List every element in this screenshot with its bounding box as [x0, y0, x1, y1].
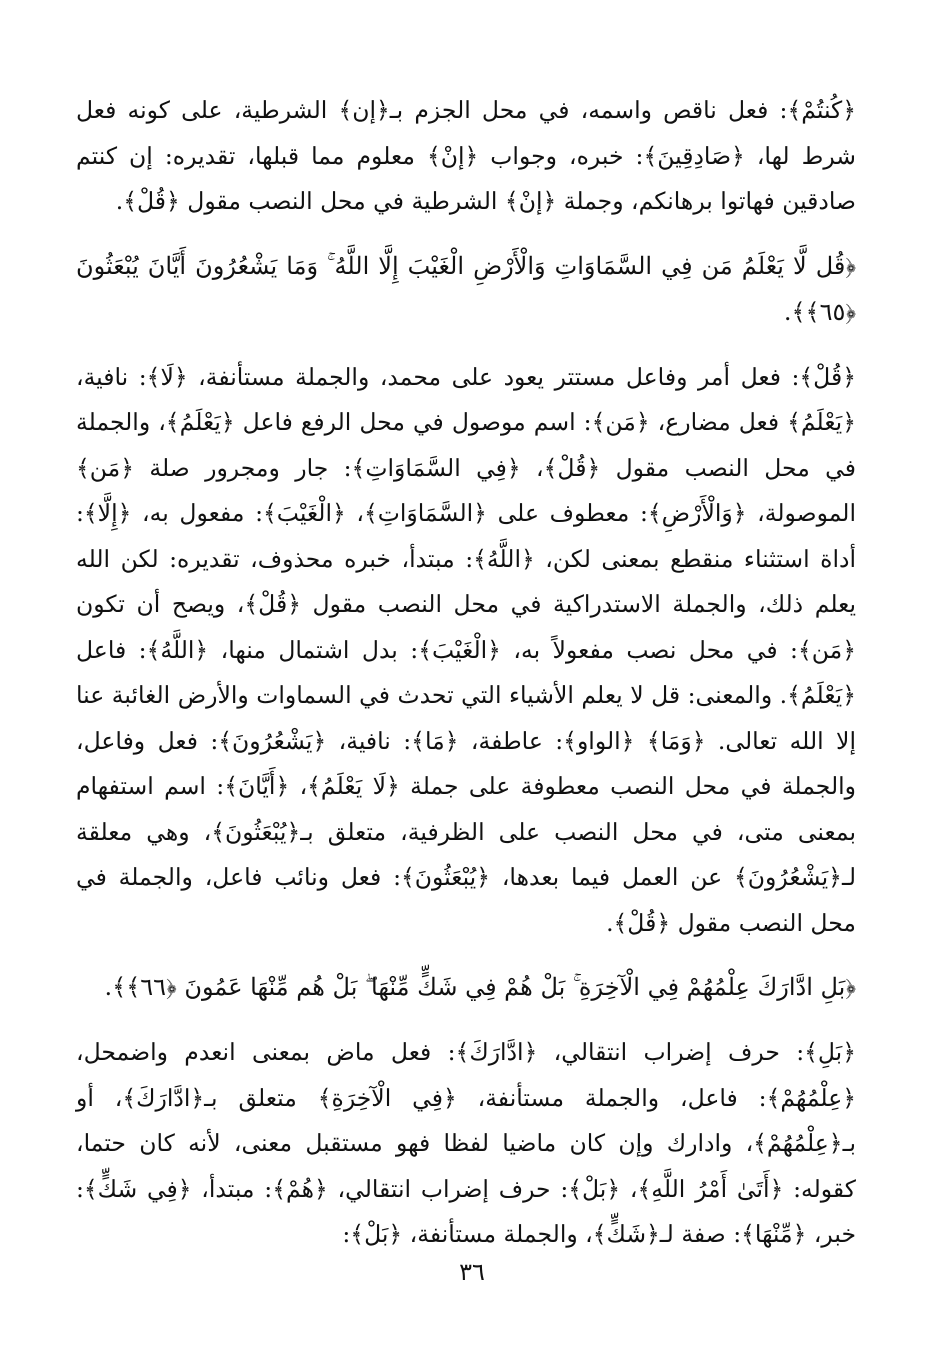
verse-66: ﴿بَلِ ادَّارَكَ عِلْمُهُمْ فِي الْآخِرَةِ ۚ بَلْ هُمْ فِي شَكٍّ مِّنْهَا ۖ بَلْ هُم مِّنْهَا عَمُونَ ﴿٦٦﴾﴾. [104, 973, 856, 1001]
paragraph-verse-66-analysis: ﴿بَلِ﴾: حرف إضراب انتقالي، ﴿ادَّارَكَ﴾: فعل ماض بمعنى انعدم واضمحل، ﴿عِلْمُهُمْ﴾: فاعل، والجملة مستأنفة، ﴿فِي الْآخِرَةِ﴾ متعلق بـ﴿ادَّارَكَ﴾، أو بـ﴿عِلْمُهُمْ﴾، وادارك وإن كان ماضيا لفظا فهو مستقبل معنى، لأنه كان حتما، كقوله: ﴿أَتَىٰ أَمْرُ اللَّهِ﴾، ﴿بَلْ﴾: حرف إضراب انتقالي، ﴿هُمْ﴾: مبتدأ، ﴿فِي شَكٍّ﴾: خبر، ﴿مِّنْهَا﴾: صفة لـ﴿شَكٍّ﴾، والجملة مستأنفة، ﴿بَلْ﴾: [76, 1038, 856, 1248]
paragraph-kuntum-analysis: ﴿كُنتُمْ﴾: فعل ناقص واسمه، في محل الجزم بـ﴿إن﴾ الشرطية، على كونه فعل شرط لها، ﴿صَادِقِينَ﴾: خبره، وجواب ﴿إنْ﴾ معلوم مما قبلها، تقديره: إن كنتم صادقين فهاتوا برهانكم، وجملة ﴿إنْ﴾ الشرطية في محل النصب مقول ﴿قُلْ﴾. [76, 96, 856, 215]
page-number: ٣٦ [459, 1258, 485, 1286]
verse-65: ﴿قُل لَّا يَعْلَمُ مَن فِي السَّمَاوَاتِ وَالْأَرْضِ الْغَيْبَ إِلَّا اللَّهُ ۚ وَمَا يَشْعُرُونَ أَيَّانَ يُبْعَثُونَ ﴿٦٥﴾﴾. [76, 251, 856, 326]
paragraph-verse-65-analysis: ﴿قُلْ﴾: فعل أمر وفاعل مستتر يعود على محمد، والجملة مستأنفة، ﴿لَا﴾: نافية، ﴿يَعْلَمُ﴾ فعل مضارع، ﴿مَن﴾: اسم موصول في محل الرفع فاعل ﴿يَعْلَمُ﴾، والجملة في محل النصب مقول ﴿قُلْ﴾، ﴿فِي السَّمَاوَاتِ﴾: جار ومجرور صلة ﴿مَن﴾ الموصولة، ﴿وَالْأَرْضِ﴾: معطوف على ﴿السَّمَاوَاتِ﴾، ﴿الْغَيْبَ﴾: مفعول به، ﴿إِلَّا﴾: أداة استثناء منقطع بمعنى لكن، ﴿اللَّهُ﴾: مبتدأ، خبره محذوف، تقديره: لكن الله يعلم ذلك، والجملة الاستدراكية في محل النصب مقول ﴿قُلْ﴾، ويصح أن تكون ﴿مَن﴾: في محل نصب مفعولاً به، ﴿الْغَيْبَ﴾: بدل اشتمال منها، ﴿اللَّهُ﴾: فاعل ﴿يَعْلَمُ﴾. والمعنى: قل لا يعلم الأشياء التي تحدث في السماوات والأرض الغائبة عنا إلا الله تعالى. ﴿وَمَا﴾ ﴿الواو﴾: عاطفة، ﴿مَا﴾: نافية، ﴿يَشْعُرُونَ﴾: فعل وفاعل، والجملة في محل النصب معطوفة على جملة ﴿لَا يَعْلَمُ﴾، ﴿أَيَّانَ﴾: اسم استفهام بمعنى متى، في محل النصب على الظرفية، متعلق بـ﴿يُبْعَثُونَ﴾، وهي معلقة لـ﴿يَشْعُرُونَ﴾ عن العمل فيما بعدها، ﴿يُبْعَثُونَ﴾: فعل ونائب فاعل، والجملة في محل النصب مقول ﴿قُلْ﴾. [76, 362, 856, 937]
